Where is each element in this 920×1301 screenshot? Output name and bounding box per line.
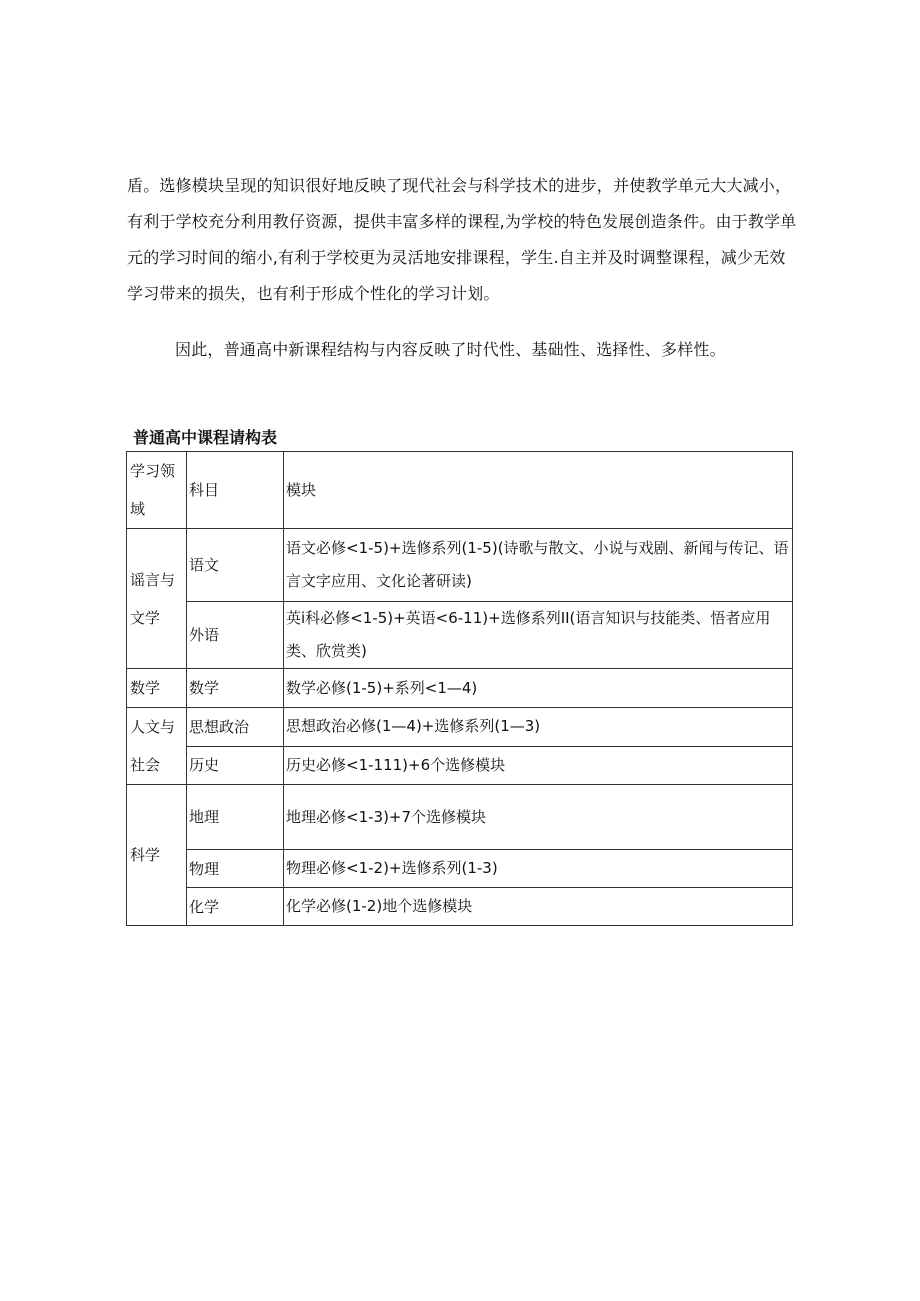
module-cell: 数学必修(1-5)+系列<1—4) xyxy=(284,669,793,708)
table-row xyxy=(127,708,793,747)
table-row xyxy=(127,850,793,888)
subject-cell: 数学 xyxy=(187,669,284,708)
module-cell: 历史必修<1-111)+6个选修模块 xyxy=(284,746,793,785)
header-area: 学习领域 xyxy=(127,452,187,529)
table-header-row xyxy=(127,452,793,529)
table-row xyxy=(127,888,793,926)
module-cell: 地理必修<1-3)+7个选修模块 xyxy=(284,785,793,850)
module-cell: 语文必修<1-5)+选修系列(1-5)(诗歌与散文、小说与戏剧、新闻与传记、语言文字应用、文化论著研读) xyxy=(284,529,793,602)
subject-cell: 地理 xyxy=(187,785,284,850)
module-cell: 思想政治必修(1—4)+选修系列(1—3) xyxy=(284,708,793,747)
table-row xyxy=(127,602,793,669)
table-row xyxy=(127,746,793,785)
module-cell: 化学必修(1-2)地个选修模块 xyxy=(284,888,793,926)
module-cell: 英i科必修<1-5)+英语<6-11)+选修系列II(语言知识与技能类、悟者应用类、欣赏类) xyxy=(284,602,793,669)
subject-cell: 历史 xyxy=(187,746,284,785)
area-cell-math: 数学 xyxy=(127,669,187,708)
header-subject: 科目 xyxy=(187,452,284,529)
subject-cell: 语文 xyxy=(187,529,284,602)
table-title: 普通高中课程请构表 xyxy=(133,428,278,447)
table-row xyxy=(127,669,793,708)
area-cell-language: 谣言与文学 xyxy=(127,529,187,669)
table-row xyxy=(127,785,793,850)
body-text xyxy=(127,168,797,368)
subject-cell: 化学 xyxy=(187,888,284,926)
header-module: 模块 xyxy=(284,452,793,529)
course-structure-table xyxy=(126,451,793,926)
subject-cell: 思想政治 xyxy=(187,708,284,747)
paragraph-2: 因此，普通高中新课程结构与内容反映了时代性、基础性、选择性、多样性。 xyxy=(175,340,726,359)
area-cell-science: 科学 xyxy=(127,785,187,926)
paragraph-1: 盾。选修模块呈现的知识很好地反映了现代社会与科学技术的进步，并使教学单元大大减小，有利于学校充分利用教仔资源，提供丰富多样的课程,为学校的特色发展创造条件。由于教学单元的学习时间的缩小,有利于学校更为灵活地安排课程，学生.自主并及时调整课程，减少无效学习带来的损失，也有利于形成个性化的学习计划。 xyxy=(127,176,797,303)
subject-cell: 物理 xyxy=(187,850,284,888)
area-cell-humanities: 人文与社会 xyxy=(127,708,187,785)
subject-cell: 外语 xyxy=(187,602,284,669)
table-row xyxy=(127,529,793,602)
module-cell: 物理必修<1-2)+选修系列(1-3) xyxy=(284,850,793,888)
